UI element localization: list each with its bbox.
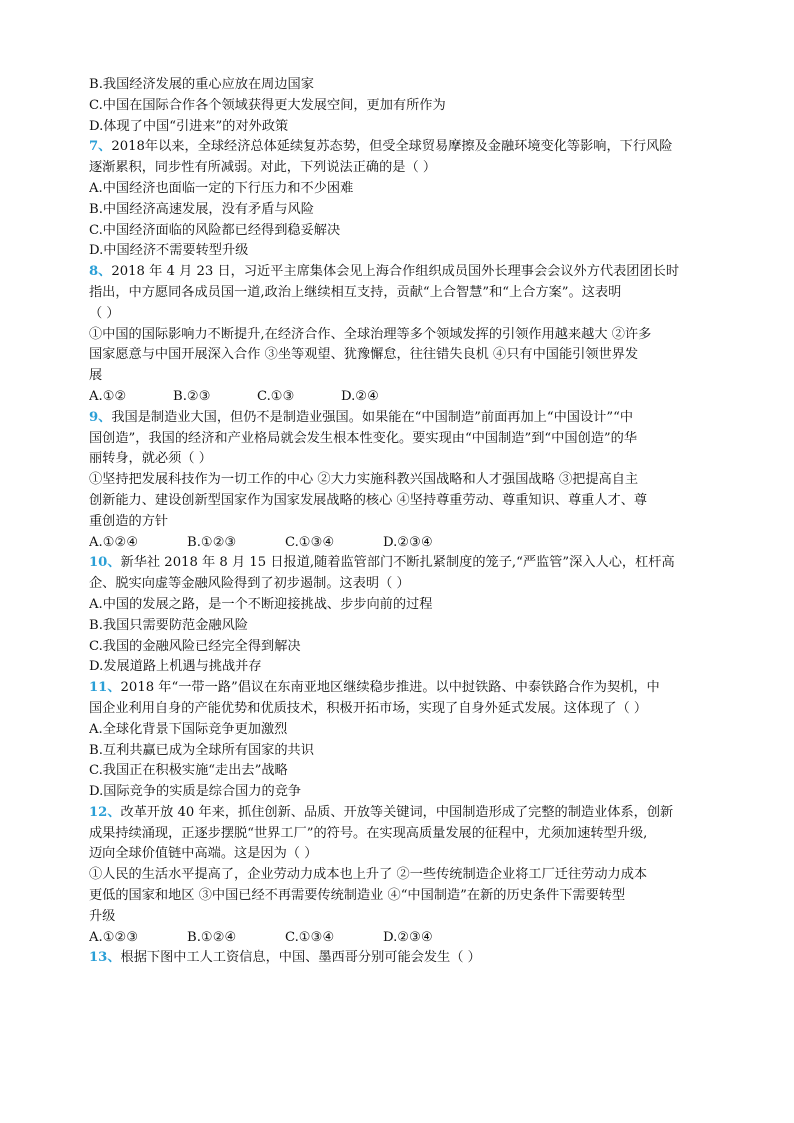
question-stem: 企、脱实向虚等金融风险得到了初步遏制。这表明（ ） xyxy=(89,576,410,592)
question-stem: 2018年以来，全球经济总体延续复苏态势，但受全球贸易摩擦及金融环境变化等影响，下行风险 xyxy=(111,139,673,155)
option-d[interactable]: D.体现了中国“引进来”的对外政策 xyxy=(89,118,289,134)
option-c[interactable]: C.我国的金融风险已经完全得到解决 xyxy=(89,638,301,654)
answer-options xyxy=(89,928,709,949)
question-stem: 指出，中方愿同各成员国一道,政治上继续相互支持，贡献“上合智慧”和“上合方案”。这表明 xyxy=(89,284,622,300)
question-number: 11、 xyxy=(89,680,121,696)
option-a[interactable]: A.①② xyxy=(89,388,127,404)
option-c[interactable]: C.中国经济面临的风险都已经得到稳妥解决 xyxy=(89,222,341,238)
option-d[interactable]: D.发展道路上机遇与挑战并存 xyxy=(89,659,262,675)
question-number: 13、 xyxy=(89,950,121,966)
statement-items: 升级 xyxy=(89,908,116,924)
statement-items: 展 xyxy=(89,368,103,384)
option-a[interactable]: A.①②④ xyxy=(89,534,139,550)
question-stem: 逐渐累积，同步性有所减弱。对此，下列说法正确的是（ ） xyxy=(89,160,437,176)
option-a[interactable]: A.全球化背景下国际竞争更加激烈 xyxy=(89,721,288,737)
option-c[interactable]: C.我国正在积极实施“走出去”战略 xyxy=(89,763,288,779)
option-b[interactable]: B.①②③ xyxy=(187,534,237,550)
statement-items: 国家愿意与中国开展深入合作 ③坐等观望、犹豫懈怠，往往错失良机 ④只有中国能引领世界发 xyxy=(89,347,639,363)
question-number: 10、 xyxy=(89,555,121,571)
question-9 xyxy=(89,408,709,554)
question-12 xyxy=(89,803,709,949)
statement-items: ①坚持把发展科技作为一切工作的中心 ②大力实施科教兴国战略和人才强国战略 ③把提高自主 xyxy=(89,472,639,488)
statement-items: 更低的国家和地区 ③中国已经不再需要传统制造业 ④“中国制造”在新的历史条件下需要转型 xyxy=(89,888,626,904)
option-b[interactable]: B.②③ xyxy=(173,388,211,404)
statement-items: ①人民的生活水平提高了，企业劳动力成本也上升了 ②一些传统制造企业将工厂迁往劳动力成本 xyxy=(89,867,648,883)
option-c[interactable]: C.中国在国际合作各个领域获得更大发展空间，更加有所作为 xyxy=(89,97,446,113)
question-8 xyxy=(89,262,709,408)
question-number: 8、 xyxy=(89,264,112,280)
option-a[interactable]: A.中国经济也面临一定的下行压力和不少困难 xyxy=(89,180,354,196)
question-stem: 改革开放 40 年来，抓住创新、品质、开放等关键词，中国制造形成了完整的制造业体系，创新 xyxy=(120,804,674,820)
option-d[interactable]: D.②③④ xyxy=(383,534,433,550)
question-stem: 新华社 2018 年 8 月 15 日报道,随着监管部门不断扎紧制度的笼子,“严监管”深入人心，杠杆高 xyxy=(120,555,675,571)
option-c[interactable]: C.①③④ xyxy=(285,929,335,945)
question-10 xyxy=(89,553,709,678)
option-b[interactable]: B.互利共赢已成为全球所有国家的共识 xyxy=(89,742,314,758)
question-stem: 丽转身，就必须（ ） xyxy=(89,451,212,467)
question-stem: 迈向全球价值链中高端。这是因为（ ） xyxy=(89,846,318,862)
question-stem: 成果持续涌现，正逐步摆脱“世界工厂”的符号。在实现高质量发展的征程中，尤须加速转型升级, xyxy=(89,825,648,841)
question-number: 9、 xyxy=(89,409,112,425)
option-b[interactable]: B.我国经济发展的重心应放在周边国家 xyxy=(89,77,314,92)
question-stem: 国企业利用自身的产能优势和优质技术，积极开拓市场，实现了自身外延式发展。这体现了（ ） xyxy=(89,700,648,716)
question-7 xyxy=(89,137,709,262)
question-11 xyxy=(89,678,709,803)
option-c[interactable]: C.①③ xyxy=(257,388,295,404)
option-b[interactable]: B.①②④ xyxy=(187,929,237,945)
answer-options xyxy=(89,387,709,408)
question-number: 12、 xyxy=(89,804,121,820)
answer-options xyxy=(89,533,709,554)
statement-items: 创新能力、建设创新型国家作为国家发展战略的核心 ④坚持尊重劳动、尊重知识、尊重人才、尊 xyxy=(89,492,648,508)
option-a[interactable]: A.①②③ xyxy=(89,929,139,945)
statement-items: ①中国的国际影响力不断提升,在经济合作、全球治理等多个领域发挥的引领作用越来越大 ②许多 xyxy=(89,326,652,342)
option-d[interactable]: D.中国经济不需要转型升级 xyxy=(89,243,249,259)
option-d[interactable]: D.②④ xyxy=(341,388,379,404)
option-a[interactable]: A.中国的发展之路，是一个不断迎接挑战、步步向前的过程 xyxy=(89,596,433,612)
question-stem: 2018 年 4 月 23 日，习近平主席集体会见上海合作组织成员国外长理事会会议外方代表团团长时 xyxy=(111,264,680,280)
question-stem: 国创造”，我国的经济和产业格局就会发生根本性变化。要实现由“中国制造”到“中国创造”的华 xyxy=(89,430,638,446)
question-stem: （ ） xyxy=(89,305,120,321)
option-b[interactable]: B.中国经济高速发展，没有矛盾与风险 xyxy=(89,201,314,217)
option-b[interactable]: B.我国只需要防范金融风险 xyxy=(89,617,248,633)
question-number: 7、 xyxy=(89,139,112,155)
question-stem: 我国是制造业大国，但仍不是制造业强国。如果能在“中国制造”前面再加上“中国设计”“中 xyxy=(111,409,634,425)
option-d[interactable]: D.国际竞争的实质是综合国力的竞争 xyxy=(89,784,302,800)
option-d[interactable]: D.②③④ xyxy=(383,929,433,945)
question-stem: 2018 年“一带一路”倡议在东南亚地区继续稳步推进。以中挝铁路、中泰铁路合作为契机，中 xyxy=(120,680,660,696)
question-stem: 根据下图中工人工资信息，中国、墨西哥分别可能会发生（ ） xyxy=(120,950,481,966)
document-page xyxy=(89,75,709,969)
statement-items: 重创造的方针 xyxy=(89,513,169,529)
option-c[interactable]: C.①③④ xyxy=(285,534,335,550)
question-13 xyxy=(89,948,709,969)
prev-question-options xyxy=(89,75,709,137)
